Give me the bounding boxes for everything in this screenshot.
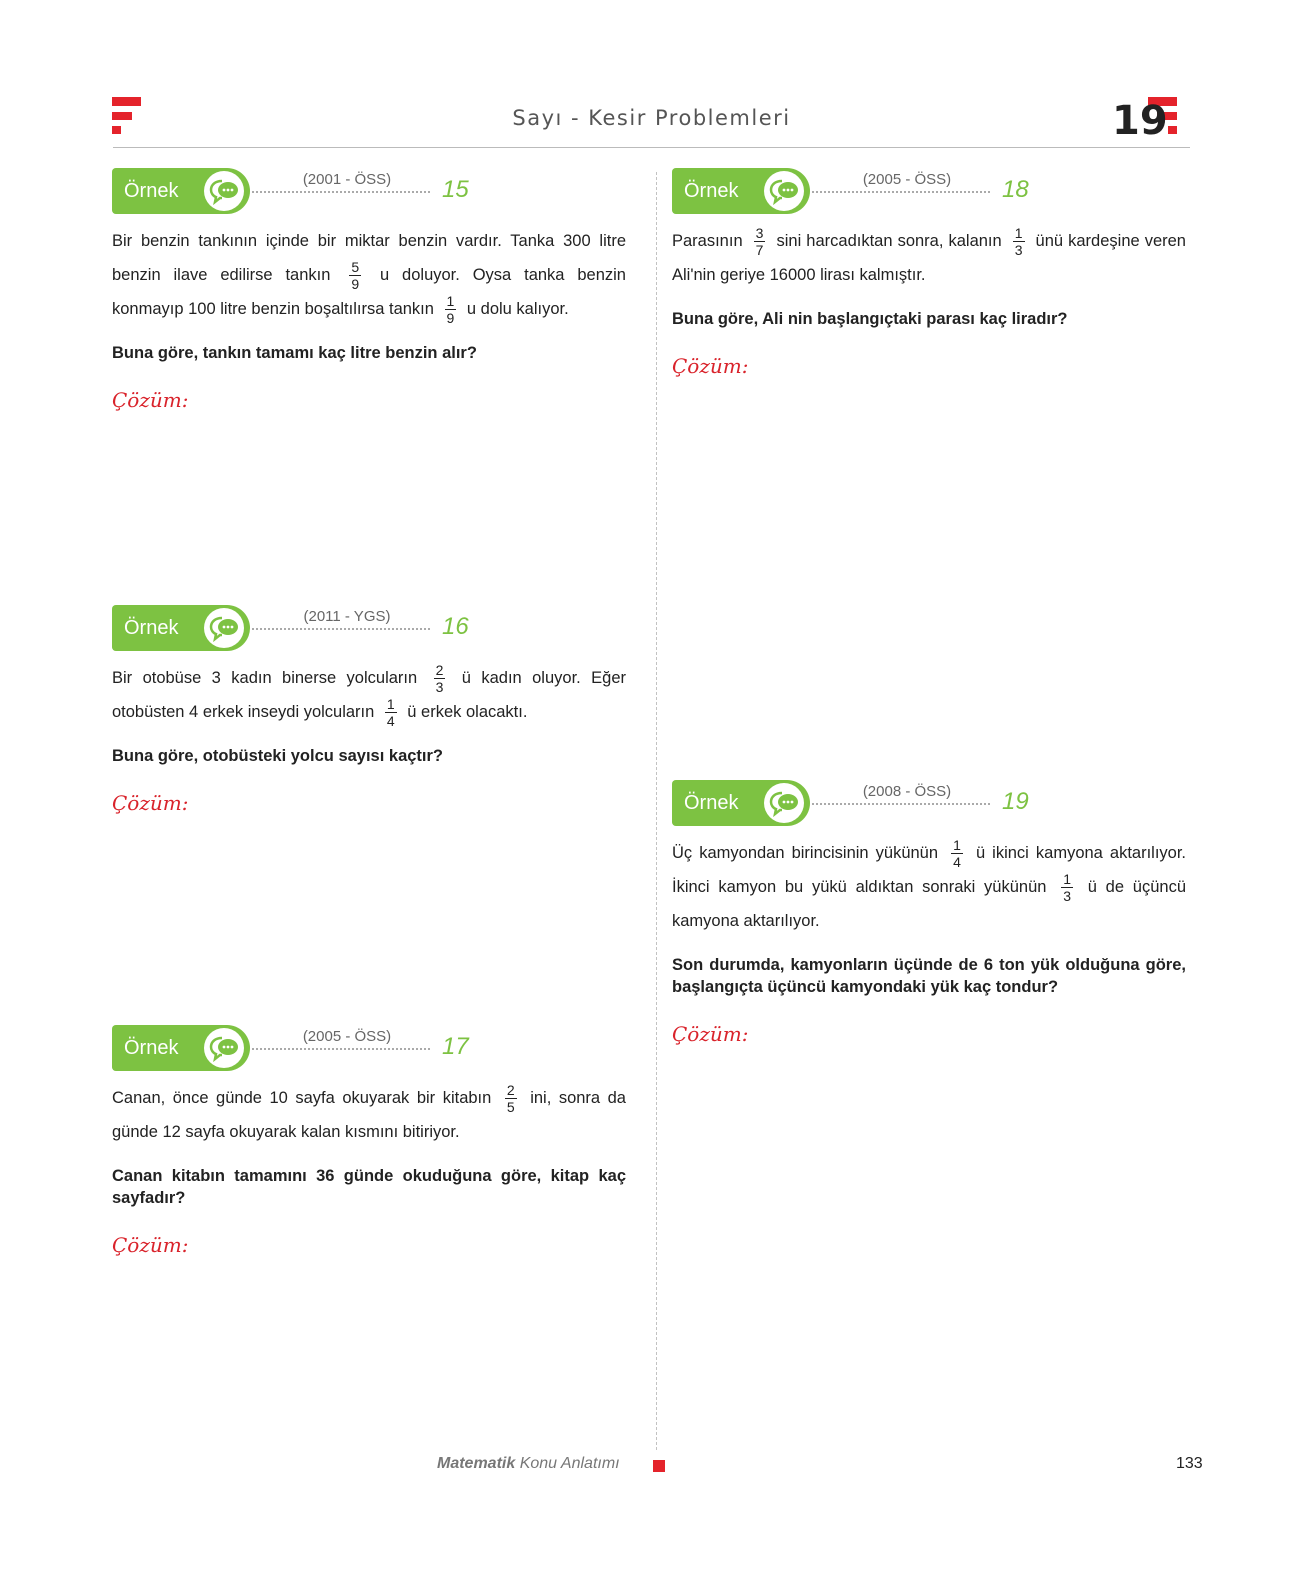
denominator: 9	[446, 310, 455, 327]
page-number: 133	[1176, 1455, 1203, 1472]
numerator: 1	[1063, 871, 1071, 888]
fraction	[434, 662, 446, 695]
example-16	[112, 605, 626, 815]
example-label: Örnek	[684, 180, 739, 202]
example-source: (2005 - ÖSS)	[302, 1028, 392, 1045]
numerator: 3	[755, 225, 764, 242]
denominator: 3	[1063, 888, 1071, 905]
example-badge	[112, 168, 250, 214]
example-question: Buna göre, Ali nin başlangıçtaki parası kaç liradır?	[672, 310, 1068, 329]
speech-bubble-icon	[204, 1028, 244, 1068]
text-segment: Bir benzin tankının içinde bir miktar benzin vardır. Tanka 300 litre benzin ilave edilirse tankın	[112, 232, 626, 284]
example-question: Buna göre, otobüsteki yolcu sayısı kaçtır?	[112, 747, 444, 766]
fraction	[445, 293, 457, 326]
fraction	[505, 1082, 517, 1115]
speech-bubble-icon	[764, 783, 804, 823]
fraction	[1061, 871, 1073, 904]
example-number: 16	[442, 613, 469, 640]
example-label: Örnek	[124, 180, 179, 202]
example-badge	[112, 605, 250, 651]
example-17	[112, 1025, 626, 1257]
example-badge	[672, 168, 810, 214]
example-badge	[112, 1025, 250, 1071]
example-number: 18	[1002, 176, 1029, 203]
numerator: 1	[446, 293, 455, 310]
fraction	[385, 696, 397, 729]
example-text	[112, 661, 626, 729]
solution-label: Çözüm:	[672, 354, 749, 379]
text-segment: sini harcadıktan sonra, kalanın	[771, 232, 1007, 250]
text-segment: Parasının	[672, 232, 748, 250]
text-segment: Bir otobüse 3 kadın binerse yolcuların	[112, 669, 428, 687]
numerator: 1	[1014, 225, 1023, 242]
text-segment: ü ikinci kamyona aktarılıyor. İkinci kamyon bu yükü aldıktan sonraki yükünün	[672, 844, 1187, 897]
example-question: Canan kitabın tamamını 36 günde okuduğuna göre, kitap kaç sayfadır?	[112, 1167, 626, 1208]
text-segment: ü kadın oluyor. Eğer otobüsten 4 erkek inseydi yolcuların	[112, 669, 626, 722]
denominator: 3	[435, 679, 444, 696]
example-source: (2001 - ÖSS)	[302, 171, 392, 188]
text-segment: Canan, önce günde 10 sayfa okuyarak bir kitabın	[112, 1089, 499, 1107]
denominator: 3	[1014, 242, 1023, 259]
denominator: 4	[386, 713, 395, 730]
example-header	[672, 168, 1186, 218]
text-segment: Üç kamyondan birincisinin yükünün	[672, 844, 946, 862]
example-question: Son durumda, kamyonların üçünde de 6 ton yük olduğuna göre, başlangıçta üçüncü kamyondaki yük kaç tondur?	[672, 956, 1186, 997]
example-question: Buna göre, tankın tamamı kaç litre benzin alır?	[112, 344, 477, 363]
text-segment: ünü kardeşine veren Ali'nin geriye 16000 lirası kalmıştır.	[672, 232, 1186, 285]
chapter-number: 19	[1112, 98, 1168, 144]
text-segment: u doluyor. Oysa tanka benzin konmayıp 100 litre benzin boşaltılırsa tankın	[112, 266, 626, 319]
header-rule	[113, 147, 1190, 148]
example-label: Örnek	[124, 617, 179, 639]
text-segment: ini, sonra da günde 12 sayfa okuyarak kalan kısmını bitiriyor.	[112, 1089, 626, 1142]
dotted-leader	[812, 191, 990, 193]
solution-label: Çözüm:	[112, 1233, 189, 1258]
denominator: 7	[755, 242, 764, 259]
solution-label: Çözüm:	[672, 1022, 749, 1047]
example-number: 17	[442, 1033, 469, 1060]
page-title: Sayı - Kesir Problemleri	[512, 106, 791, 130]
numerator: 2	[435, 662, 444, 679]
example-number: 19	[1002, 788, 1029, 815]
speech-bubble-icon	[764, 171, 804, 211]
speech-bubble-icon	[204, 608, 244, 648]
dotted-leader	[812, 803, 990, 805]
text-segment: ü erkek olacaktı.	[402, 703, 528, 722]
numerator: 1	[953, 837, 961, 854]
dotted-leader	[252, 191, 430, 193]
denominator: 9	[351, 276, 360, 293]
dotted-leader	[252, 1048, 430, 1050]
example-number: 15	[442, 176, 469, 203]
example-header	[112, 605, 626, 655]
fraction	[754, 225, 766, 258]
denominator: 5	[506, 1099, 515, 1116]
example-19	[672, 780, 1186, 1046]
solution-label: Çözüm:	[112, 388, 189, 413]
example-text	[112, 1081, 626, 1149]
denominator: 4	[953, 854, 961, 871]
example-15	[112, 168, 626, 412]
example-text	[672, 836, 1186, 938]
example-text	[672, 224, 1186, 292]
example-text	[112, 224, 626, 326]
example-header	[112, 168, 626, 218]
fraction	[349, 259, 361, 292]
dotted-leader	[252, 628, 430, 630]
text-segment: u dolu kalıyor.	[462, 300, 569, 319]
example-source: (2005 - ÖSS)	[862, 171, 952, 188]
example-source: (2008 - ÖSS)	[862, 783, 952, 800]
example-header	[112, 1025, 626, 1075]
numerator: 2	[506, 1082, 515, 1099]
solution-label: Çözüm:	[112, 791, 189, 816]
text-segment: ü de üçüncü kamyona aktarılıyor.	[672, 878, 1186, 931]
speech-bubble-icon	[204, 171, 244, 211]
example-18	[672, 168, 1186, 378]
example-label: Örnek	[124, 1037, 179, 1059]
footer-book-title: Matematik Konu Anlatımı	[437, 1455, 620, 1472]
fraction	[1013, 225, 1025, 258]
example-header	[672, 780, 1186, 830]
example-badge	[672, 780, 810, 826]
column-divider	[656, 172, 657, 1450]
numerator: 1	[386, 696, 395, 713]
example-label: Örnek	[684, 792, 739, 814]
footer-square	[653, 1460, 665, 1472]
numerator: 5	[351, 259, 360, 276]
fraction	[951, 837, 963, 870]
example-source: (2011 - YGS)	[303, 608, 391, 625]
